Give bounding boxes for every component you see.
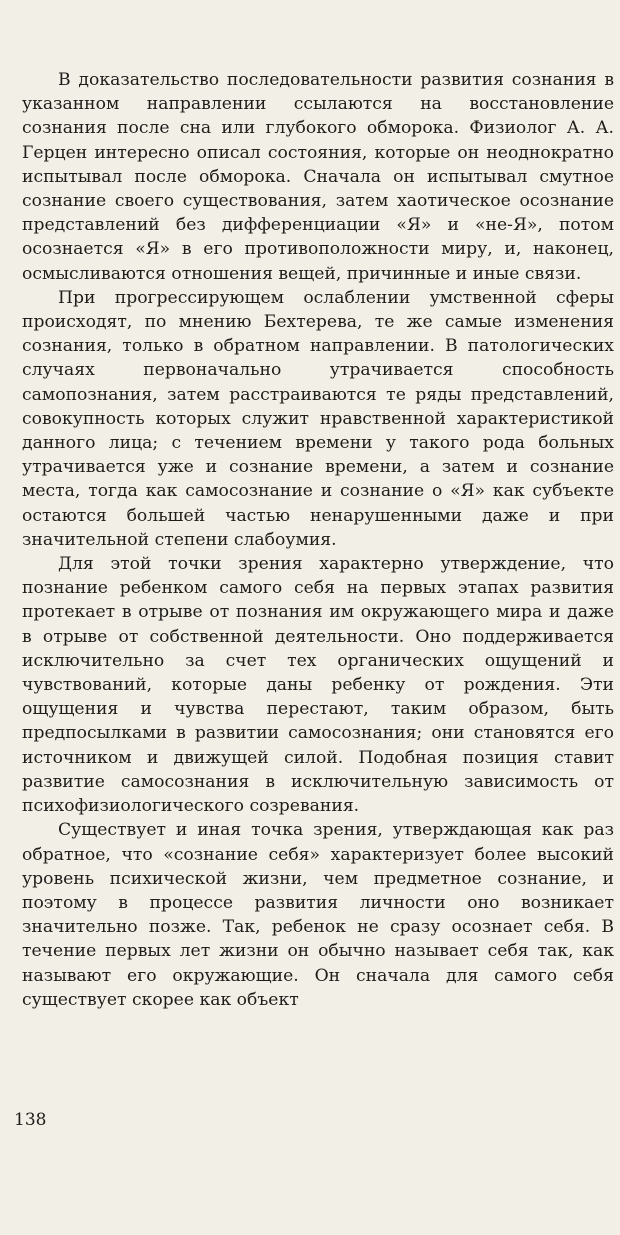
paragraph-2: При прогрессирующем ослаблении умственной сферы происходят, по мнению Бехтерева, те же самые изменения сознания, только в обратном направлении. В патологических случаях первоначально утрачивается способность самопознания, затем расстраиваются те ряды представлений, совокупность которых служит нравственной характеристикой данного лица; с течением времени у такого рода больных утрачивается уже и сознание времени, а затем и сознание места, тогда как самосознание и сознание о «Я» как субъекте остаются большей частью ненарушенными даже и при значительной степени слабоумия. <box>22 287 614 550</box>
paragraph-3: Для этой точки зрения характерно утверждение, что познание ребенком самого себя на первых этапах развития протекает в отрыве от познания им окружающего мира и даже в отрыве от собственной деятельности. Оно поддерживается исключительно за счет тех органических ощущений и чувствований, которые даны ребенку от рождения. Эти ощущения и чувства перестают, таким образом, быть предпосылками в развитии самосознания; они становятся его источником и движущей силой. Подобная позиция ставит развитие самосознания в исключительную зависимость от психофизиологического созревания. <box>22 554 614 817</box>
paragraph-4: Существует и иная точка зрения, утверждающая как раз обратное, что «сознание себя» характеризует более высокий уровень психической жизни, чем предметное сознание, и поэтому в процессе развития личности оно возникает значительно позже. Так, ребенок не сразу осознает себя. В течение первых лет жизни он обычно называет себя так, как называют его окружающие. Он сначала для самого себя существует скорее как объект <box>22 820 614 1010</box>
paragraph-1: В доказательство последовательности развития сознания в указанном направлении ссылаются на восстановление сознания после сна или глубокого обморока. Физиолог А. А. Герцен интересно описал состояния, которые он неоднократно испытывал после обморока. Сначала он испытывал смутное сознание своего существования, затем хаотическое осознание представлений без дифференциации «Я» и «не-Я», потом осознается «Я» в его противоположности миру, и, наконец, осмысливаются отношения вещей, причинные и иные связи. <box>22 70 614 284</box>
body-text <box>22 68 614 1012</box>
page-number: 138 <box>14 1110 47 1130</box>
